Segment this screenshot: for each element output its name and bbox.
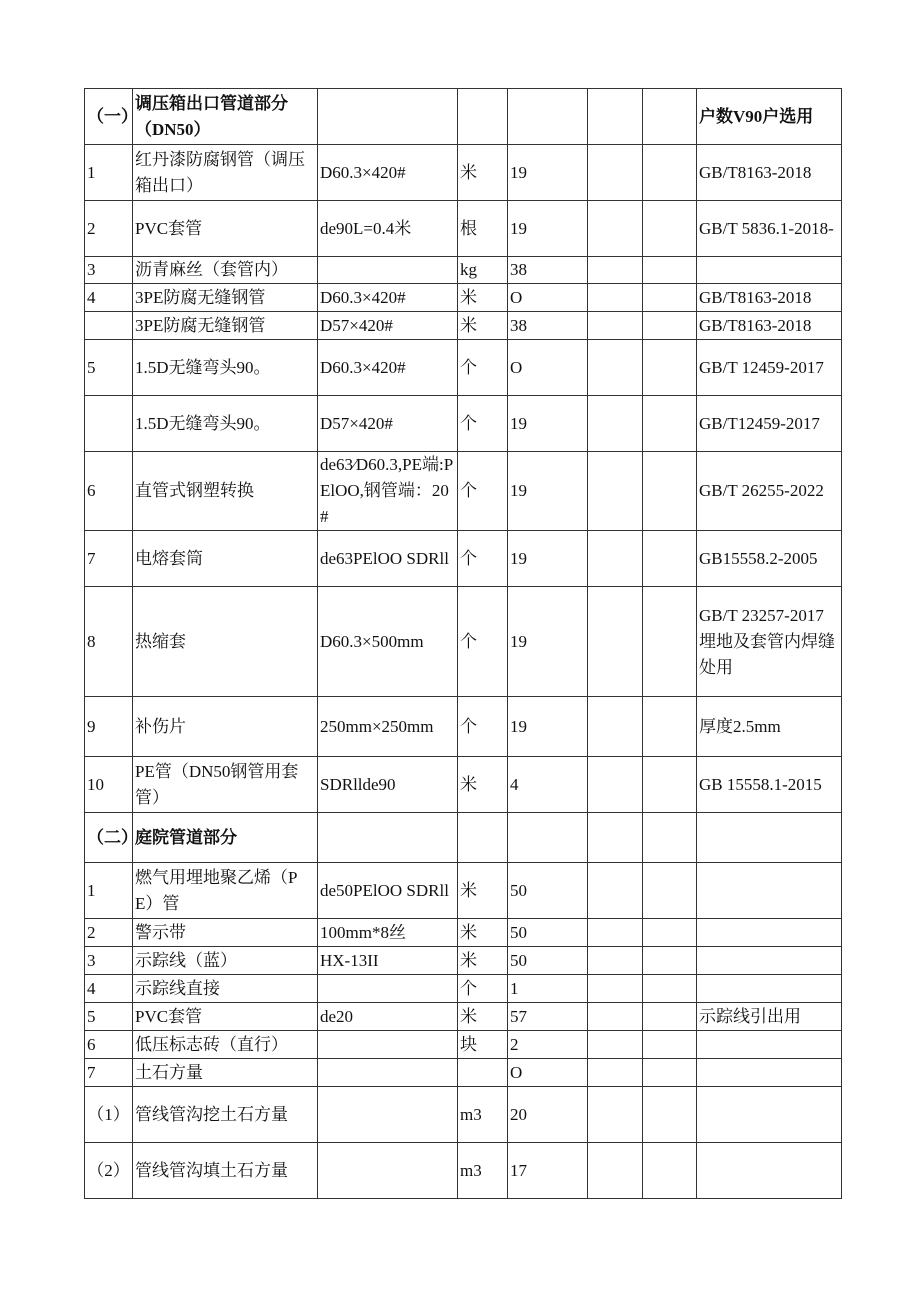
item-number: （2） — [85, 1143, 133, 1199]
empty-cell — [588, 396, 643, 452]
table-row — [85, 145, 842, 201]
item-quantity: 50 — [508, 919, 588, 947]
empty-cell — [588, 340, 643, 396]
section-note — [697, 813, 842, 863]
empty-cell — [643, 396, 697, 452]
item-spec: D60.3×420# — [318, 340, 458, 396]
empty-cell — [643, 312, 697, 340]
table-row — [85, 1087, 842, 1143]
item-note: GB/T8163-2018 — [697, 312, 842, 340]
item-quantity: 19 — [508, 531, 588, 587]
item-quantity: 57 — [508, 1003, 588, 1031]
item-name: 直管式钢塑转换 — [133, 452, 318, 531]
table-row — [85, 257, 842, 284]
section-title: 调压箱出口管道部分（DN50） — [133, 89, 318, 145]
empty-cell — [643, 1143, 697, 1199]
item-name: PE管（DN50钢管用套管） — [133, 757, 318, 813]
empty-cell — [643, 145, 697, 201]
item-name: 示踪线直接 — [133, 975, 318, 1003]
item-name: 低压标志砖（直行） — [133, 1031, 318, 1059]
item-note — [697, 1143, 842, 1199]
empty-cell — [643, 340, 697, 396]
item-note — [697, 1031, 842, 1059]
empty-cell — [588, 257, 643, 284]
empty-cell — [643, 531, 697, 587]
item-note — [697, 1059, 842, 1087]
item-spec — [318, 1143, 458, 1199]
item-spec: de20 — [318, 1003, 458, 1031]
empty-cell — [588, 452, 643, 531]
item-number: 4 — [85, 975, 133, 1003]
item-number: 3 — [85, 947, 133, 975]
table-row — [85, 312, 842, 340]
empty-cell — [588, 284, 643, 312]
item-note: GB 15558.1-2015 — [697, 757, 842, 813]
item-number: （1） — [85, 1087, 133, 1143]
empty-cell — [643, 757, 697, 813]
item-spec: D60.3×420# — [318, 284, 458, 312]
item-quantity: 1 — [508, 975, 588, 1003]
table-row — [85, 919, 842, 947]
materials-table — [84, 88, 842, 1199]
item-note — [697, 947, 842, 975]
empty-cell — [643, 697, 697, 757]
item-name: 1.5D无缝弯头90。 — [133, 340, 318, 396]
empty-cell — [588, 975, 643, 1003]
item-number: 5 — [85, 340, 133, 396]
empty-cell — [588, 947, 643, 975]
item-note: GB15558.2-2005 — [697, 531, 842, 587]
empty-cell — [588, 1031, 643, 1059]
table-row — [85, 975, 842, 1003]
empty-cell — [588, 587, 643, 697]
empty-cell — [318, 89, 458, 145]
section-note: 户数V90户选用 — [697, 89, 842, 145]
empty-cell — [643, 919, 697, 947]
item-quantity: 38 — [508, 312, 588, 340]
section-number: （一） — [85, 89, 133, 145]
item-name: PVC套管 — [133, 1003, 318, 1031]
item-spec — [318, 1087, 458, 1143]
empty-cell — [643, 284, 697, 312]
item-note — [697, 975, 842, 1003]
item-spec: HX-13II — [318, 947, 458, 975]
table-row — [85, 531, 842, 587]
item-note — [697, 257, 842, 284]
section-number: （二） — [85, 813, 133, 863]
item-number: 8 — [85, 587, 133, 697]
item-quantity: 38 — [508, 257, 588, 284]
empty-cell — [643, 863, 697, 919]
empty-cell — [643, 1059, 697, 1087]
item-unit: 个 — [458, 697, 508, 757]
empty-cell — [643, 1087, 697, 1143]
item-number: 9 — [85, 697, 133, 757]
item-note: GB/T 12459-2017 — [697, 340, 842, 396]
item-number: 2 — [85, 201, 133, 257]
item-name: 热缩套 — [133, 587, 318, 697]
item-quantity: 50 — [508, 947, 588, 975]
item-unit: 米 — [458, 947, 508, 975]
item-spec: D57×420# — [318, 312, 458, 340]
materials-table-body — [85, 89, 842, 1199]
item-name: 示踪线（蓝） — [133, 947, 318, 975]
item-number: 6 — [85, 1031, 133, 1059]
table-row — [85, 587, 842, 697]
table-row — [85, 757, 842, 813]
item-quantity: 50 — [508, 863, 588, 919]
empty-cell — [643, 1003, 697, 1031]
item-unit: m3 — [458, 1143, 508, 1199]
item-quantity: 20 — [508, 1087, 588, 1143]
item-note: GB/T8163-2018 — [697, 145, 842, 201]
item-name: 3PE防腐无缝钢管 — [133, 312, 318, 340]
item-spec: de63PElOO SDRll — [318, 531, 458, 587]
item-note: GB/T12459-2017 — [697, 396, 842, 452]
item-spec — [318, 1031, 458, 1059]
empty-cell — [588, 757, 643, 813]
empty-cell — [588, 697, 643, 757]
item-number — [85, 396, 133, 452]
empty-cell — [458, 813, 508, 863]
item-note — [697, 1087, 842, 1143]
item-name: 警示带 — [133, 919, 318, 947]
item-number: 7 — [85, 1059, 133, 1087]
item-unit: 米 — [458, 312, 508, 340]
empty-cell — [588, 1087, 643, 1143]
table-row — [85, 697, 842, 757]
item-quantity: 19 — [508, 396, 588, 452]
empty-cell — [588, 863, 643, 919]
item-name: 沥青麻丝（套管内） — [133, 257, 318, 284]
item-name: 1.5D无缝弯头90。 — [133, 396, 318, 452]
item-quantity: 19 — [508, 587, 588, 697]
item-note: GB/T 26255-2022 — [697, 452, 842, 531]
item-spec: D60.3×420# — [318, 145, 458, 201]
item-number: 3 — [85, 257, 133, 284]
item-quantity: 4 — [508, 757, 588, 813]
item-unit: kg — [458, 257, 508, 284]
empty-cell — [588, 89, 643, 145]
empty-cell — [643, 452, 697, 531]
item-unit: 米 — [458, 1003, 508, 1031]
item-name: 土石方量 — [133, 1059, 318, 1087]
item-spec: D60.3×500mm — [318, 587, 458, 697]
item-unit: m3 — [458, 1087, 508, 1143]
empty-cell — [643, 1031, 697, 1059]
empty-cell — [458, 89, 508, 145]
empty-cell — [643, 257, 697, 284]
item-number: 6 — [85, 452, 133, 531]
item-unit: 米 — [458, 757, 508, 813]
item-unit: 根 — [458, 201, 508, 257]
item-note: GB/T8163-2018 — [697, 284, 842, 312]
table-row — [85, 201, 842, 257]
item-name: PVC套管 — [133, 201, 318, 257]
item-note — [697, 919, 842, 947]
item-unit: 个 — [458, 396, 508, 452]
item-number: 5 — [85, 1003, 133, 1031]
item-number: 1 — [85, 145, 133, 201]
item-unit: 块 — [458, 1031, 508, 1059]
item-number: 7 — [85, 531, 133, 587]
item-name: 3PE防腐无缝钢管 — [133, 284, 318, 312]
table-row — [85, 340, 842, 396]
item-note: GB/T 5836.1-2018- — [697, 201, 842, 257]
section-row — [85, 813, 842, 863]
empty-cell — [588, 145, 643, 201]
empty-cell — [643, 89, 697, 145]
table-row — [85, 947, 842, 975]
empty-cell — [588, 531, 643, 587]
item-unit: 个 — [458, 452, 508, 531]
item-name: 管线管沟填土石方量 — [133, 1143, 318, 1199]
item-number: 2 — [85, 919, 133, 947]
empty-cell — [318, 813, 458, 863]
empty-cell — [508, 813, 588, 863]
item-spec: SDRllde90 — [318, 757, 458, 813]
item-number: 4 — [85, 284, 133, 312]
table-row — [85, 863, 842, 919]
table-row — [85, 452, 842, 531]
item-spec: 100mm*8丝 — [318, 919, 458, 947]
item-spec: de63∕D60.3,PE端:PElOO,钢管端：20# — [318, 452, 458, 531]
item-note — [697, 863, 842, 919]
table-row — [85, 396, 842, 452]
section-row — [85, 89, 842, 145]
item-quantity: 19 — [508, 697, 588, 757]
item-unit: 米 — [458, 145, 508, 201]
item-note: 厚度2.5mm — [697, 697, 842, 757]
item-unit: 米 — [458, 919, 508, 947]
item-spec — [318, 257, 458, 284]
item-spec: 250mm×250mm — [318, 697, 458, 757]
empty-cell — [588, 813, 643, 863]
empty-cell — [643, 587, 697, 697]
item-unit: 米 — [458, 284, 508, 312]
empty-cell — [588, 1003, 643, 1031]
empty-cell — [588, 1059, 643, 1087]
item-name: 红丹漆防腐钢管（调压箱出口） — [133, 145, 318, 201]
item-quantity: 19 — [508, 452, 588, 531]
item-quantity: 2 — [508, 1031, 588, 1059]
empty-cell — [588, 201, 643, 257]
empty-cell — [588, 919, 643, 947]
item-name: 燃气用埋地聚乙烯（PE）管 — [133, 863, 318, 919]
item-spec — [318, 975, 458, 1003]
item-unit — [458, 1059, 508, 1087]
empty-cell — [643, 813, 697, 863]
section-title: 庭院管道部分 — [133, 813, 318, 863]
empty-cell — [643, 201, 697, 257]
item-spec: D57×420# — [318, 396, 458, 452]
item-quantity: 19 — [508, 145, 588, 201]
table-row — [85, 1003, 842, 1031]
item-unit: 个 — [458, 975, 508, 1003]
empty-cell — [588, 312, 643, 340]
item-quantity: 17 — [508, 1143, 588, 1199]
item-unit: 个 — [458, 587, 508, 697]
empty-cell — [508, 89, 588, 145]
item-note: 示踪线引出用 — [697, 1003, 842, 1031]
item-unit: 个 — [458, 531, 508, 587]
item-name: 管线管沟挖土石方量 — [133, 1087, 318, 1143]
item-note: GB/T 23257-2017埋地及套管内焊缝处用 — [697, 587, 842, 697]
empty-cell — [643, 975, 697, 1003]
empty-cell — [643, 947, 697, 975]
item-number — [85, 312, 133, 340]
item-quantity: O — [508, 284, 588, 312]
item-name: 电熔套筒 — [133, 531, 318, 587]
table-row — [85, 1059, 842, 1087]
table-row — [85, 1031, 842, 1059]
item-number: 10 — [85, 757, 133, 813]
item-quantity: O — [508, 340, 588, 396]
item-quantity: O — [508, 1059, 588, 1087]
item-spec: de50PElOO SDRll — [318, 863, 458, 919]
empty-cell — [588, 1143, 643, 1199]
item-quantity: 19 — [508, 201, 588, 257]
item-number: 1 — [85, 863, 133, 919]
item-unit: 米 — [458, 863, 508, 919]
item-name: 补伤片 — [133, 697, 318, 757]
item-spec — [318, 1059, 458, 1087]
table-row — [85, 1143, 842, 1199]
item-spec: de90L=0.4米 — [318, 201, 458, 257]
table-row — [85, 284, 842, 312]
item-unit: 个 — [458, 340, 508, 396]
